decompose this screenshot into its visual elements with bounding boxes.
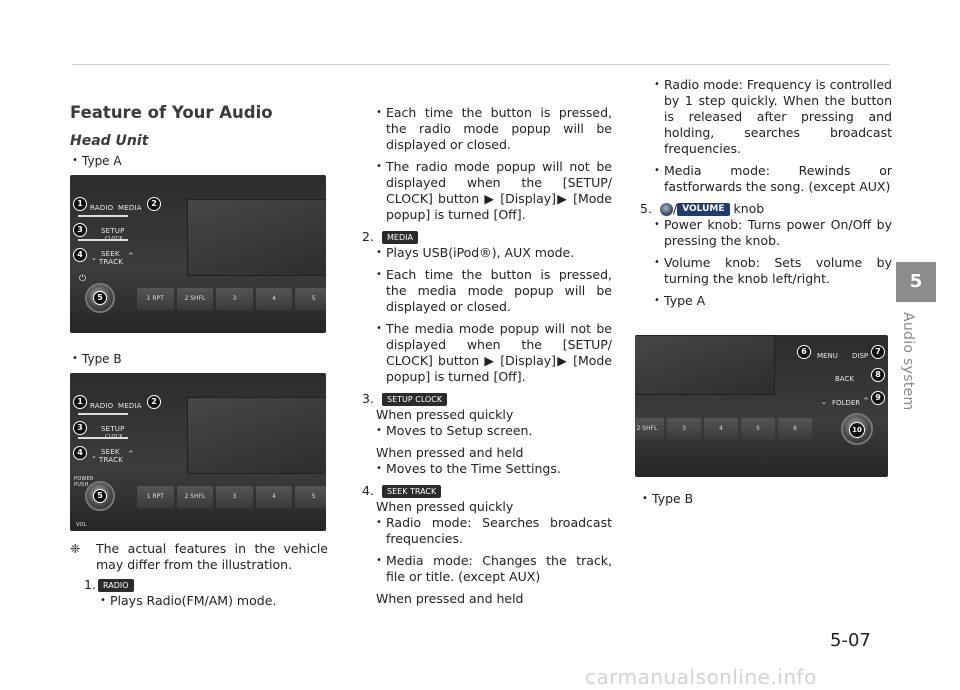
chevron-down-icon: ⌄ (821, 398, 827, 406)
item-5: 5. / VOLUME knob (640, 201, 765, 216)
track-label: TRACK (99, 258, 123, 266)
item-3 (362, 391, 612, 407)
divider (78, 239, 128, 241)
item-3-quick-label: When pressed quickly (376, 407, 514, 422)
preset-4: 4 (256, 288, 293, 310)
radio-bullet-3: • The radio mode popup will not be displayed when the [SETUP/ CLOCK] button ▶ [Display]▶ [Mode popup] is turned [Off]. (374, 159, 612, 223)
chapter-tab: 5 (896, 262, 936, 302)
power-label: POWER (74, 476, 94, 482)
radio-bullet-2: • Each time the button is pressed, the radio mode popup will be displayed or closed. (374, 105, 612, 153)
subsection-title: Head Unit (70, 133, 149, 149)
item-2-bullet-3: • The media mode popup will not be displayed when the [SETUP/ CLOCK] button ▶ [Display]▶ [Mode popup] is turned [Off]. (374, 321, 612, 385)
disp-button: DISP (852, 352, 869, 360)
preset-4: 4 (256, 486, 293, 508)
item-2 (362, 229, 612, 245)
item-5-bullet-2: • Volume knob: Sets volume by turning the knob left/right. (652, 255, 892, 287)
callout-3: 3 (73, 421, 87, 435)
column-1 (70, 105, 328, 615)
callout-1: 1 (73, 197, 87, 211)
type-a-label: • Type A (70, 153, 328, 169)
track-label: TRACK (99, 456, 123, 464)
divider (78, 413, 128, 415)
preset-5: 5 (741, 418, 775, 440)
page-number: 5-07 (830, 630, 871, 651)
folder-button: FOLDER (832, 399, 861, 407)
push-label: PUSH (74, 482, 89, 488)
item-number: 4. (362, 483, 374, 498)
item-5-type-a: • Type A (652, 293, 892, 309)
type-b-label: • Type B (70, 351, 328, 367)
watermark: carmanualsonline.info (585, 665, 817, 689)
callout-4: 4 (73, 446, 87, 460)
chevron-up-icon: ^ (128, 252, 135, 260)
preset-1: 1 RPT (137, 486, 174, 508)
media-key-icon: MEDIA (382, 231, 418, 244)
item-number: 3. (362, 391, 374, 406)
item-number: 2. (362, 229, 374, 244)
divider (78, 437, 128, 439)
item-5-bullet-1: • Power knob: Turns power On/Off by pressing the knob. (652, 217, 892, 249)
chevron-down-icon: ⌄ (91, 254, 98, 262)
callout-10: 10 (849, 422, 865, 438)
item-4-held-bullet-2: • Media mode: Rewinds or fastforwards the song. (except AUX) (652, 163, 892, 195)
head-unit-type-b-image (70, 373, 326, 531)
back-button: BACK (835, 375, 854, 383)
type-b-label-right: • Type B (640, 491, 892, 507)
display-screen (635, 335, 775, 395)
vol-label: VOL (76, 522, 87, 528)
column-3 (636, 77, 892, 513)
note-icon: ❈ (70, 541, 81, 556)
section-title: Feature of Your Audio (70, 103, 273, 122)
callout-5: 5 (93, 291, 107, 305)
column-2 (362, 105, 612, 607)
item-4-quick-bullet-2: • Media mode: Changes the track, file or title. (except AUX) (374, 553, 612, 585)
knob-label: knob (733, 201, 765, 216)
chevron-up-icon: ^ (128, 450, 135, 458)
setup-clock-key-icon: SETUP CLOCK (382, 393, 447, 406)
item-1 (70, 577, 328, 593)
callout-3: 3 (73, 223, 87, 237)
callout-5: 5 (93, 489, 107, 503)
seek-button: SEEK (101, 448, 120, 456)
head-unit-right-panel-image (635, 335, 888, 477)
knob-icon (660, 203, 673, 216)
item-4 (362, 483, 612, 499)
preset-1: 1 RPT (137, 288, 174, 310)
preset-3: 3 (667, 418, 701, 440)
menu-button: MENU (817, 352, 838, 360)
preset-5: 5 (295, 486, 326, 508)
chapter-name (888, 312, 944, 411)
media-button: MEDIA (118, 204, 142, 212)
item-4-held-label: When pressed and held (376, 591, 524, 606)
callout-9: 9 (871, 391, 885, 405)
power-icon: ⏻ (79, 274, 87, 284)
preset-2: 2 SHFL (177, 288, 214, 310)
setup-button: SETUP (101, 227, 125, 235)
chevron-up-icon: ^ (863, 397, 869, 405)
divider (78, 215, 128, 217)
illustration-note (70, 541, 328, 573)
callout-2: 2 (147, 395, 161, 409)
preset-3: 3 (216, 288, 253, 310)
display-screen (187, 199, 326, 276)
callout-2: 2 (147, 197, 161, 211)
header-rule (72, 64, 890, 65)
item-2-bullet-1: • Plays USB(iPod®), AUX mode. (374, 245, 612, 261)
preset-3: 3 (216, 486, 253, 508)
setup-button: SETUP (101, 425, 125, 433)
item-4-quick-label: When pressed quickly (376, 499, 514, 514)
preset-6: 6 (778, 418, 812, 440)
callout-6: 6 (797, 345, 811, 359)
head-unit-type-a-image (70, 175, 326, 333)
preset-2: 2 SHFL (177, 486, 214, 508)
callout-8: 8 (871, 368, 885, 382)
radio-button: RADIO (90, 204, 114, 212)
media-button: MEDIA (118, 402, 142, 410)
preset-buttons (137, 486, 326, 508)
preset-4: 4 (704, 418, 738, 440)
item-3-held-label: When pressed and held (376, 445, 524, 460)
callout-4: 4 (73, 248, 87, 262)
item-4-held-bullet-1: • Radio mode: Frequency is controlled by 1 step quickly. When the button is released after pressing and holding, searches broadcast frequencies. (652, 77, 892, 157)
volume-key-icon: VOLUME (677, 203, 729, 216)
seek-button: SEEK (101, 250, 120, 258)
preset-buttons (137, 288, 326, 310)
item-3-quick-bullet: • Moves to Setup screen. (374, 423, 612, 439)
preset-5: 5 (295, 288, 326, 310)
radio-key-icon: RADIO (98, 579, 134, 592)
preset-buttons (635, 418, 812, 440)
callout-1: 1 (73, 395, 87, 409)
item-4-quick-bullet-1: • Radio mode: Searches broadcast frequencies. (374, 515, 612, 547)
item-3-held-bullet: • Moves to the Time Settings. (374, 461, 612, 477)
radio-button: RADIO (90, 402, 114, 410)
callout-7: 7 (871, 345, 885, 359)
item-2-bullet-2: • Each time the button is pressed, the media mode popup will be displayed or closed. (374, 267, 612, 315)
chevron-down-icon: ⌄ (91, 452, 98, 460)
note-text: The actual features in the vehicle may differ from the illustration. (96, 541, 328, 572)
chapter-name-text: Audio system (900, 312, 916, 411)
display-screen (187, 397, 326, 474)
seek-track-key-icon: SEEK TRACK (382, 485, 441, 498)
item-number: 1. (84, 577, 96, 592)
item-number: 5. (640, 201, 652, 216)
preset-2: 2 SHFL (635, 418, 664, 440)
item-1-bullet: • Plays Radio(FM/AM) mode. (98, 593, 328, 609)
